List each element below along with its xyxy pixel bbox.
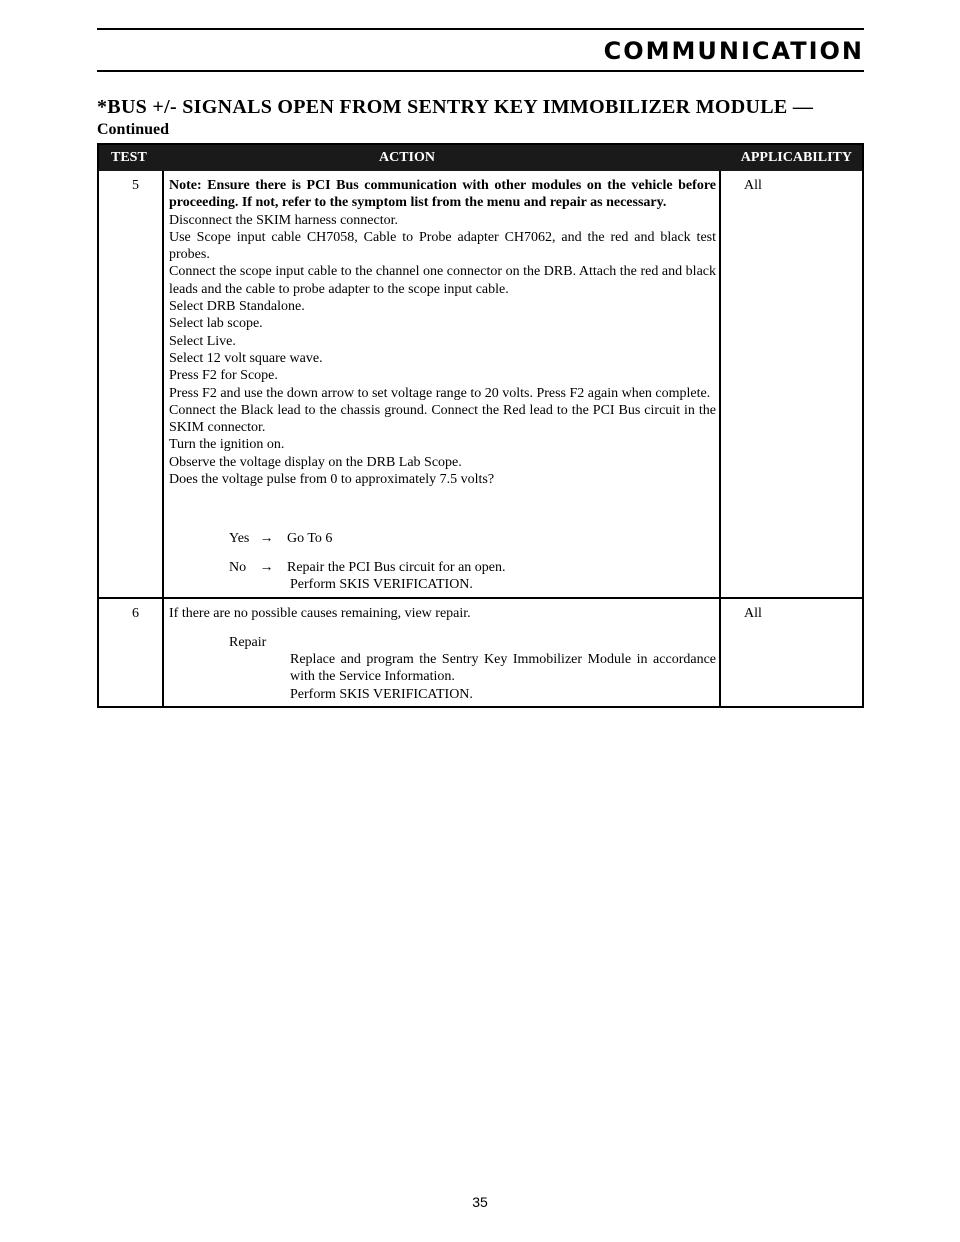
header-rule-bottom: [97, 70, 864, 72]
test-number: 5: [132, 178, 139, 193]
answer-no-result-continued: Perform SKIS VERIFICATION.: [290, 577, 473, 592]
table-header: [99, 145, 862, 171]
page-number: 35: [472, 1194, 488, 1210]
note-text: Note: Ensure there is PCI Bus communication with other modules on the vehicle before proceeding. If not, refer to the symptom list from the menu and repair as necessary.: [169, 178, 716, 211]
step-text: Connect the Black lead to the chassis ground. Connect the Red lead to the PCI Bus circuit in the SKIM connector.: [169, 402, 716, 436]
repair-line: Perform SKIS VERIFICATION.: [290, 686, 473, 702]
right-arrow-icon: →: [259, 560, 274, 575]
answer-yes-label: Yes: [229, 531, 250, 546]
step-text: Turn the ignition on.: [169, 437, 285, 453]
column-header-test: TEST: [111, 150, 147, 165]
step-text: Select 12 volt square wave.: [169, 350, 323, 366]
action-cell: [169, 177, 716, 488]
answer-yes: [229, 530, 332, 547]
column-header-applicability: APPLICABILITY: [740, 150, 852, 165]
page-subtitle: Continued: [97, 121, 170, 138]
step-text: Select DRB Standalone.: [169, 299, 305, 315]
question-text: Does the voltage pulse from 0 to approximately 7.5 volts?: [169, 472, 495, 488]
repair-label: Repair: [229, 635, 267, 650]
answer-no: [229, 559, 506, 576]
step-text: Disconnect the SKIM harness connector.: [169, 212, 398, 228]
applicability-value: All: [744, 606, 762, 621]
row-divider: [99, 597, 862, 599]
applicability-value: All: [744, 178, 762, 193]
answer-no-label: No: [229, 560, 247, 575]
step-text: Select Live.: [169, 333, 236, 349]
step-text: Observe the voltage display on the DRB Lab Scope.: [169, 454, 462, 470]
step-text: Press F2 for Scope.: [169, 368, 278, 384]
right-arrow-icon: →: [259, 531, 274, 546]
page-title: *BUS +/- SIGNALS OPEN FROM SENTRY KEY IMMOBILIZER MODULE —: [97, 96, 814, 118]
step-text: Press F2 and use the down arrow to set voltage range to 20 volts. Press F2 again when complete.: [169, 385, 711, 401]
diagnostic-table: [97, 143, 864, 708]
column-divider-action: [719, 171, 721, 706]
header-rule-top: [97, 28, 864, 30]
answer-yes-result: Go To 6: [287, 531, 333, 546]
step-text: Use Scope input cable CH7058, Cable to Probe adapter CH7062, and the red and black test probes.: [169, 229, 716, 263]
step-text: Connect the scope input cable to the channel one connector on the DRB. Attach the red and black leads and the cable to probe adapter to the scope input cable.: [169, 264, 716, 297]
repair-text: [290, 651, 716, 703]
step-text: Select lab scope.: [169, 316, 263, 332]
answer-no-result: Repair the PCI Bus circuit for an open.: [287, 560, 506, 575]
test-number: 6: [132, 606, 139, 621]
column-header-action: ACTION: [379, 150, 436, 165]
repair-line: Replace and program the Sentry Key Immobilizer Module in accordance with the Service Information.: [290, 652, 716, 685]
action-text: If there are no possible causes remaining, view repair.: [169, 606, 471, 621]
section-title: COMMUNICATION: [603, 37, 864, 65]
column-divider-test: [162, 171, 164, 706]
